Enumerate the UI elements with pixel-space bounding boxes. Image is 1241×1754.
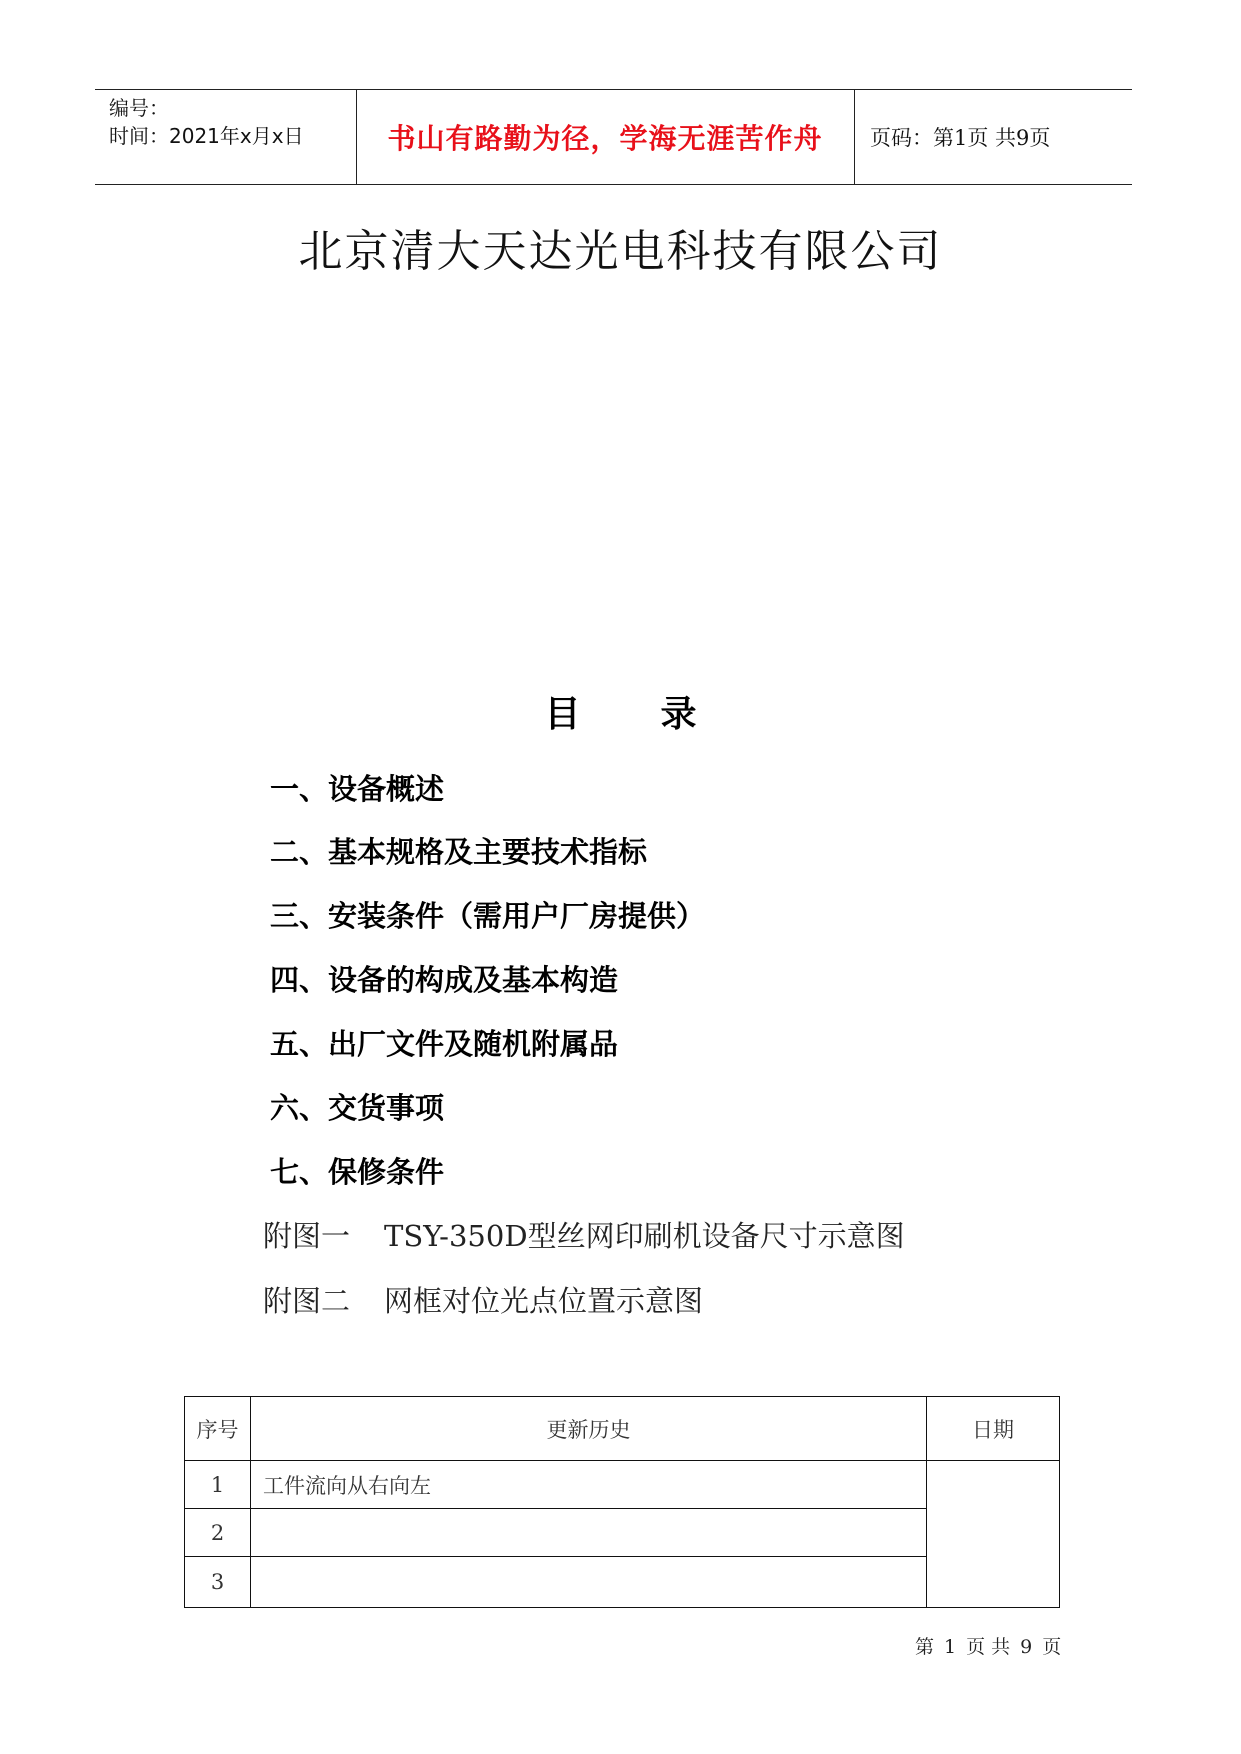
toc-title-right: 录	[660, 694, 697, 735]
table-date-cell	[927, 1461, 1059, 1607]
header-divider	[854, 90, 855, 184]
header-divider	[356, 90, 357, 184]
toc-title-left: 目	[544, 694, 581, 735]
company-name: 北京清大天达光电科技有限公司	[298, 226, 943, 277]
appendix-text: TSY-350D型丝网印刷机设备尺寸示意图	[384, 1219, 905, 1253]
table-row-history: 工件流向从右向左	[263, 1473, 431, 1498]
appendix-label: 附图二	[263, 1284, 351, 1318]
footer-prefix: 第	[915, 1636, 935, 1658]
document-number-label: 编号：	[109, 96, 169, 120]
footer-suffix: 页	[1042, 1636, 1062, 1658]
table-row-no: 1	[210, 1472, 225, 1497]
header-page-info: 页码：第1页 共9页	[870, 126, 1051, 150]
appendix-item[interactable]	[263, 1214, 905, 1255]
appendix-label: 附图一	[263, 1219, 351, 1253]
footer-mid: 页 共	[966, 1636, 1011, 1658]
toc-item[interactable]: 四、设备的构成及基本构造	[270, 963, 619, 997]
footer-page-total: 9	[1020, 1636, 1033, 1658]
toc-item[interactable]: 五、出厂文件及随机附属品	[270, 1027, 619, 1061]
table-header-date: 日期	[972, 1417, 1014, 1442]
footer-page-number: 1	[944, 1636, 957, 1658]
table-row-no: 3	[210, 1570, 225, 1594]
table-row-history	[263, 1509, 913, 1556]
toc-item[interactable]: 六、交货事项	[270, 1091, 445, 1125]
revision-table	[184, 1396, 1060, 1608]
table-header-no: 序号	[196, 1417, 239, 1442]
header-meta	[109, 94, 304, 150]
toc-item[interactable]: 三、安装条件（需用户厂房提供）	[270, 899, 706, 933]
header-motto: 书山有路勤为径，学海无涯苦作舟	[387, 122, 823, 155]
document-header	[95, 89, 1132, 185]
document-date: 时间：2021年x月x日	[109, 124, 304, 148]
table-header-history: 更新历史	[546, 1417, 631, 1442]
table-row-no: 2	[210, 1520, 225, 1545]
table-row-history	[263, 1557, 913, 1607]
toc-item[interactable]: 二、基本规格及主要技术指标	[270, 835, 648, 869]
toc-item[interactable]: 七、保修条件	[270, 1155, 445, 1189]
page-footer	[915, 1632, 1061, 1659]
appendix-text: 网框对位光点位置示意图	[384, 1284, 704, 1318]
toc-title	[0, 686, 1241, 737]
appendix-item[interactable]	[263, 1279, 703, 1320]
toc-item[interactable]: 一、设备概述	[270, 772, 445, 806]
